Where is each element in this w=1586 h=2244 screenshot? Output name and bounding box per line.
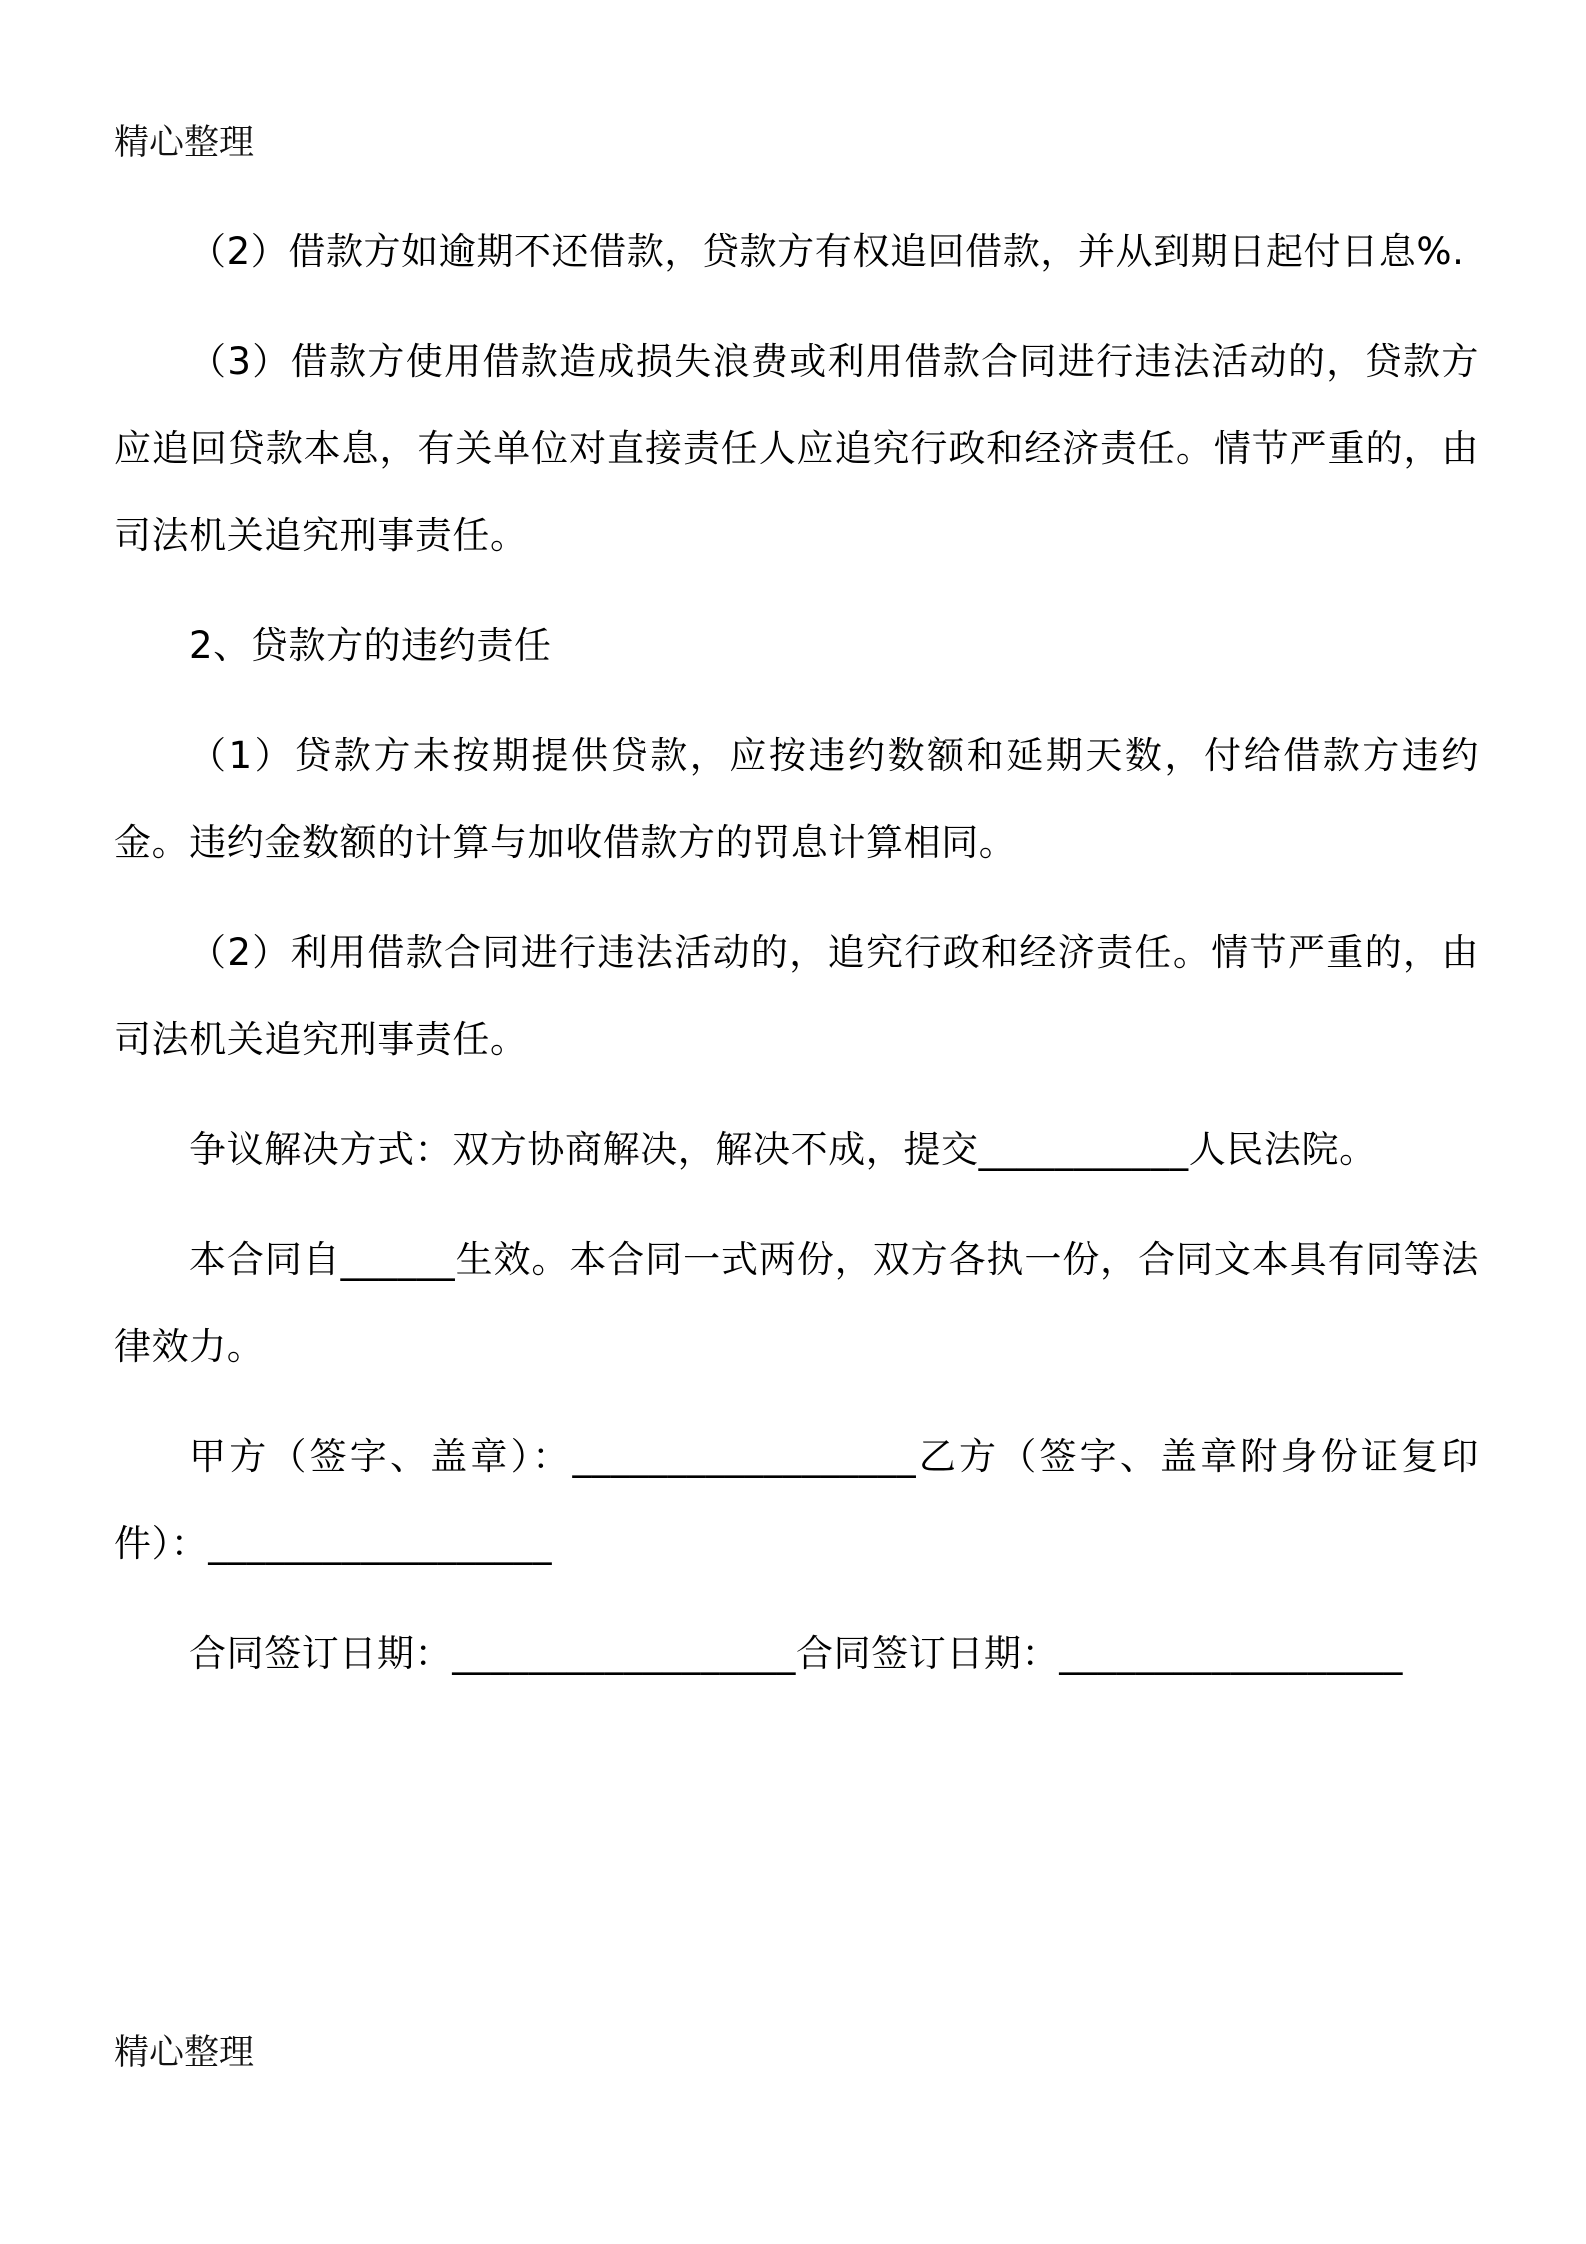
clause-lender-late-loan: （1）贷款方未按期提供贷款，应按违约数额和延期天数，付给借款方违约金。违约金数额的计算与加收借款方的罚息计算相同。: [114, 734, 1479, 864]
contract-effective: 本合同自______生效。本合同一式两份，双方各执一份，合同文本具有同等法律效力。: [114, 1238, 1479, 1368]
page-header: 精心整理: [114, 123, 255, 163]
signature-parties: 甲方（签字、盖章）：__________________乙方（签字、盖章附身份证复印件）：__________________: [114, 1435, 1479, 1565]
signing-dates: 合同签订日期：__________________合同签订日期：__________________: [189, 1632, 1403, 1675]
clause-lender-illegal-use: （2）利用借款合同进行违法活动的，追究行政和经济责任。情节严重的，由司法机关追究刑事责任。: [114, 931, 1479, 1061]
section-heading-lender-liability: 2、贷款方的违约责任: [189, 624, 552, 667]
page-footer: 精心整理: [114, 2033, 255, 2073]
document-body: [114, 208, 1479, 1697]
clause-borrower-overdue: （2）借款方如逾期不还借款，贷款方有权追回借款，并从到期日起付日息%.: [189, 230, 1465, 273]
dispute-resolution: 争议解决方式：双方协商解决，解决不成，提交___________人民法院。: [189, 1128, 1377, 1171]
clause-borrower-misuse: （3）借款方使用借款造成损失浪费或利用借款合同进行违法活动的，贷款方应追回贷款本息，有关单位对直接责任人应追究行政和经济责任。情节严重的，由司法机关追究刑事责任。: [114, 340, 1479, 557]
